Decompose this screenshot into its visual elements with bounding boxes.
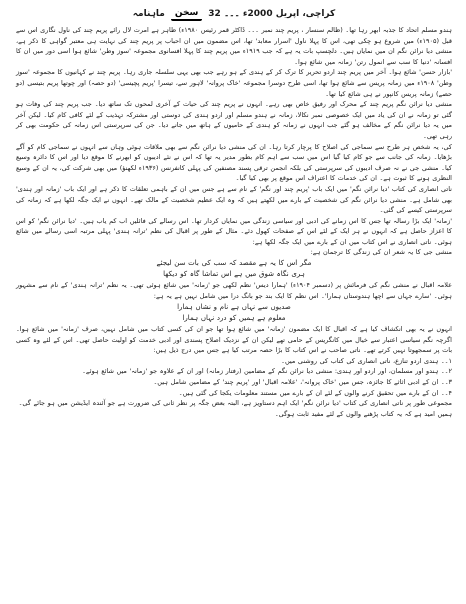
- list-item: ۲۔۔ ہندو اور مسلمان، اور اردو اور ہندی: منشی دیا نرائن نگم کے مضامین (رفتار زمانہ) اور ان کے علاوہ جو 'زمانہ' میں شائع ہوئے۔: [82, 367, 452, 376]
- paragraph: انہوں نے یہ بھی انکشاف کیا ہے کہ اقبال کا ایک مضمون 'زمانہ' میں شائع ہوا تھا جو ان کی کسی کتاب میں شامل نہیں، صرف 'زمانہ' میں شائع ہوا۔ اگرچہ نگم سیاسی اعتبار سے خیال میں کانگریس کے حامی تھے لیکن ان کے نزدیک اصلاح پسندی اور ادبی خدمت کو اولیت حاصل تھی۔ اس کے لئے وہ کسی بات پر سمجھوتا نہیں کرتے تھے۔ ناتی صاحب نے اس کتاب کا بڑا حصہ مرتب کیا ہے جس میں درج ذیل ہیں:: [16, 325, 452, 355]
- verse-line: مگر اس کا یہ ہے مقصد کہ سب کی بات سن لیجئے: [156, 259, 312, 268]
- closing-paragraph: ہمیں امید ہے کہ یہ کتاب پڑھنے والوں کے لئے مفید ثابت ہوگی۔: [274, 409, 452, 418]
- verse-line: معلوم ہے ہمیں کو درد نہاں ہمارا: [182, 313, 286, 322]
- verse-line: صدیوں سے نہاں ہے نام و نشاں ہمارا: [177, 302, 291, 311]
- list-item: ۴۔۔ ان کے بارے میں تحقیق کرنے والوں کے لئے ان کے بارے میں مستند معلومات یکجا کی گئی ہیں۔: [178, 388, 452, 397]
- paragraph: کی، یہ شخص ہر طرح سے سماجی کی اصلاح کا پرچار کرتا رہا۔ ان کی منشی دیا نرائن نگم سے بھی ملاقات ہوئی وہاں سے انہوں نے سماجی کام کو آگے بڑھایا۔ زمانہ کی جانب سے جو کام کیا گیا اس میں سب سے اہم کام بطور مدیر یہ تھا کہ اس نے نئے ادیبوں کو ابھرنے کا موقع دیا اور اس کا دائرہ وسیع کیا۔ منشی جی نے نہ صرف ادیبوں کی سرپرستی کی بلکہ انجمن ترقی پسند مصنفین کی پہلی کانفرنس (۱۹۳۶ء لکھنؤ) میں بھی شرکت کی، یہ ان کے وسیع النظری ہونے کا ثبوت ہے۔ ان کی خدمات کا اعتراف اس موقع پر بھی کیا گیا۔: [16, 142, 452, 183]
- header-issue-info: کراچی، اپریل 2000ء ۔۔۔ 32: [208, 9, 336, 19]
- paragraph: ہندو مسلم اتحاد کا جذبہ ابھر رہا تھا۔ (ظالم سنسار ، پریم چند نمبر ۔۔۔ ڈاکٹر قمر رئیس ۱۹۸۰ء) ظاہر ہے امرت لال رائے پریم چند کی ناول نگاری اس سے قبل (۱۹۰۵ء) میں شروع ہو چکی تھی، اس کا پہلا ناول 'اسرار معابد' تھا، اس مضمون میں ان احباب پر پریم چند کی نہایت ہی معتبر گواہی کا ذکر ہے، منشی دیا نرائن نگم ان میں نمایاں ہیں۔ دلچسپ بات یہ ہے کہ جب ۱۹۱۹ء میں پریم چند کا پہلا افسانوی مجموعہ 'سوز وطن' شائع ہوا اسی دور میں ان کا افسانہ 'دنیا کا سب سے انمول رتن' زمانہ میں شائع ہوا۔: [16, 26, 452, 66]
- page-header: [16, 6, 452, 22]
- list-item: ۱۔۔ ہندی اردو تنازع، ناتی انصاری کی کتاب کی روشنی میں۔: [281, 356, 452, 365]
- list-item: ۳۔۔ ان کے ادبی اثاثے کا جائزہ، جس میں 'خاک پروانہ'، 'علامہ اقبال' اور 'پریم چند' کے مضامین شامل ہیں۔: [153, 378, 452, 387]
- paragraph: 'بازار حسن' شائع ہوا۔ آخر میں پریم چند اردو تحریر کا ترک کر کے ہندی کے ہو رہے جب بھی یہی سلسلہ جاری رہا۔ پریم چند نے کہانیوں کا مجموعہ 'سوز وطن' ۱۹۰۸ء میں زمانہ پریس سے شائع ہوا تھا، اسی طرح دوسرا مجموعہ 'خاک پروانہ' لاہور سے، تیسرا 'پریم پچیسی' (دو حصہ) اور چوتھا پریم بتیسی (دو حصے) زمانہ پریس کانپور نے ہی شائع کیا تھا۔: [16, 68, 452, 98]
- magazine-logo: سخن: [171, 7, 202, 21]
- paragraph: منشی دیا نرائن نگم پریم چند کے محرک اور رفیق خاص بھی رہے۔ انہوں نے پریم چند کی حیات کے آخری لمحوں تک ساتھ دیا۔ جب پریم چند کی وفات ہو گئی تو زمانہ نے ان کی یاد میں ایک خصوصی نمبر نکالا، زمانہ نے ہندو مسلم اور اردو ہندی کی دوستی اور مشترکہ تہذیب کے لئے کافی کام کیا۔ لیکن آخر میں یہ دیا نرائن نگم کے مخالف ہو گئے جب انہوں نے زمانہ کو ہندی کے حامیوں کے ہاتھ میں جانے دیا۔ جن کی سرپرستی اس زمانہ کی حکومت بھی کر رہی تھی۔: [16, 100, 452, 140]
- paragraph: 'زمانہ' ایک بڑا رسالہ تھا جس کا اس زمانے کی ادبی اور سیاسی زندگی میں نمایاں کردار تھا۔ اس رسالے کی فائلیں اب کم یاب ہیں۔ 'دیا نرائن نگم' کو اس کا اعزاز حاصل ہے کہ انہوں نے ہر ایک کے لئے اس کے صفحات کھول دئے۔ مثال کے طور پر اقبال کی نظم 'ترانہ ہندی' پہلی مرتبہ اسی رسالے میں شائع ہوئی۔ ناتی انصاری نے اس کتاب میں ان کے بارے میں ایک جگہ لکھا ہے:: [16, 216, 452, 246]
- verse-intro: منشی جی کا یہ شعر ان کی زندگی کا ترجمان ہے:: [310, 248, 452, 257]
- header-left-text: ماہنامہ: [132, 9, 165, 19]
- article-body: [16, 25, 452, 419]
- paragraph: ناتی انصاری کی کتاب 'دیا نرائن نگم' میں ایک باب 'پریم چند اور نگم' کے نام سے ہے جس میں ان کے باہمی تعلقات کا ذکر ہے اور ایک باب 'زمانہ اور ہندی' بھی شامل ہے۔ منشی دیا نرائن نگم کی شخصیت کے بارے میں لکھتے ہیں کہ وہ ایک عظیم شخصیت کے مالک تھے۔ انہوں نے ایک جگہ لکھا ہے کہ زمانہ کی سرپرستی کیسے کی گئی۔: [16, 184, 452, 215]
- closing-paragraph: مجموعی طور پر ناتی انصاری کی کتاب 'دیا نرائن نگم' ایک اہم دستاویز ہے، البتہ بعض جگہ پر نظر ثانی کی ضرورت ہے جو آئندہ ایڈیشن میں ہو جائے گی۔: [18, 399, 452, 408]
- verse-line: ہری نگاہ شوق میں ہے اس تماشا گاہ کو دیکھا: [163, 270, 305, 279]
- paragraph: علامہ اقبال نے منشی نگم کی فرمائش پر (دسمبر ۱۹۰۴ء) 'ہمارا دیس' نظم لکھی جو 'زمانہ' میں شائع ہوئی تھی۔ یہ نظم 'ترانہ ہندی' کے نام سے مشہور ہوئی۔ 'سارے جہاں سے اچھا ہندوستاں ہمارا'۔ اس نظم کا ایک بند جو بانگ درا میں شامل نہیں ہے یہ ہے:: [16, 281, 452, 301]
